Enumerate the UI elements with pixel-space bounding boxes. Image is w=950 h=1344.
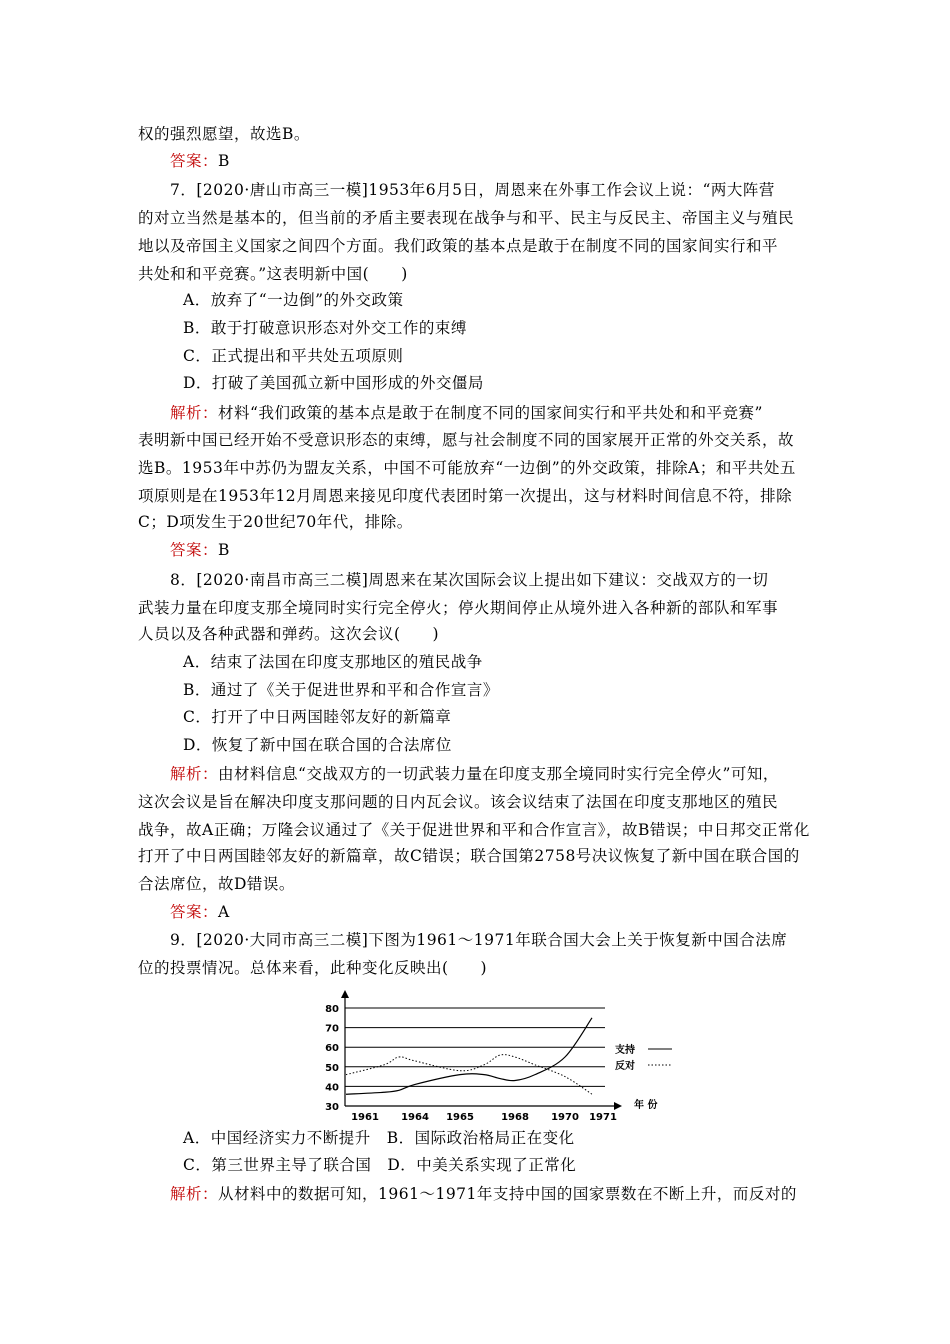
analysis-label: 解析： — [170, 1185, 219, 1203]
x-tick-label: 1971 — [589, 1112, 617, 1123]
q7-analysis-3: 选B。1953年中苏仍为盟友关系，中国不可能放弃“一边倒”的外交政策，排除A；和平共处五 — [138, 459, 796, 477]
x-tick-label: 1961 — [351, 1112, 379, 1123]
legend-label: 支持 — [615, 1045, 635, 1056]
analysis-label: 解析： — [170, 765, 219, 783]
q7-option-a[interactable]: A．放弃了“一边倒”的外交政策 — [183, 291, 404, 309]
q7-stem-3: 地以及帝国主义国家之间四个方面。我们政策的基本点是敢于在制度不同的国家间实行和平 — [138, 237, 779, 255]
analysis-text: 材料“我们政策的基本点是敢于在制度不同的国家间实行和平共处和和平竞赛” — [218, 404, 763, 422]
analysis-text: 由材料信息“交战双方的一切武装力量在印度支那全境同时实行完全停火”可知， — [218, 765, 779, 783]
q8-analysis-4: 打开了中日两国睦邻友好的新篇章，故C错误；联合国第2758号决议恢复了新中国在联合国的 — [138, 847, 800, 865]
y-tick-label: 70 — [325, 1023, 339, 1035]
y-tick-label: 50 — [325, 1062, 339, 1074]
q8-stem-2: 武装力量在印度支那全境同时实行完全停火；停火期间停止从境外进入各种新的部队和军事 — [138, 599, 779, 617]
q9-analysis-1 — [170, 1184, 850, 1204]
x-tick-label: 1964 — [401, 1112, 429, 1123]
y-axis-arrow — [341, 990, 349, 998]
answer-label: 答案： — [170, 903, 219, 921]
series-line-支持 — [346, 1018, 592, 1094]
q9-stem-1: 9．[2020·大同市高三二模]下图为1961～1971年联合国大会上关于恢复新中国合法席 — [170, 931, 788, 949]
q7-stem-1: 7．[2020·唐山市高三一模]1953年6月5日，周恩来在外事工作会议上说：“两大阵营 — [170, 181, 775, 199]
q7-option-d[interactable]: D．打破了美国孤立新中国形成的外交僵局 — [183, 374, 484, 392]
legend-label: 反对 — [615, 1061, 635, 1072]
x-tick-label: 1965 — [446, 1112, 474, 1123]
answer-value: B — [218, 152, 230, 170]
chart-grid — [345, 1008, 605, 1086]
q8-option-a[interactable]: A．结束了法国在印度支那地区的殖民战争 — [183, 653, 483, 671]
q8-stem-1: 8．[2020·南昌市高三二模]周恩来在某次国际会议上提出如下建议：交战双方的一切 — [170, 571, 769, 589]
answer-label: 答案： — [170, 541, 219, 559]
y-tick-label: 30 — [325, 1102, 339, 1113]
q9-options-row-2[interactable]: C．第三世界主导了联合国 D．中美关系实现了正常化 — [183, 1156, 577, 1174]
q8-analysis-2: 这次会议是旨在解决印度支那问题的日内瓦会议。该会议结束了法国在印度支那地区的殖民 — [138, 793, 779, 811]
answer-label: 答案： — [170, 152, 219, 170]
intro-line: 权的强烈愿望，故选B。 — [138, 125, 310, 143]
y-tick-label: 80 — [325, 1004, 339, 1015]
q7-stem-4: 共处和和平竞赛。”这表明新中国( ) — [138, 265, 408, 283]
q7-option-b[interactable]: B．敢于打破意识形态对外交工作的束缚 — [183, 319, 467, 337]
x-tick-label: 1970 — [551, 1112, 579, 1123]
analysis-label: 解析： — [170, 404, 219, 422]
x-axis-label: 年 份 — [634, 1100, 658, 1111]
q8-option-c[interactable]: C．打开了中日两国睦邻友好的新篇章 — [183, 708, 452, 726]
q8-option-d[interactable]: D．恢复了新中国在联合国的合法席位 — [183, 736, 452, 754]
q8-stem-3: 人员以及各种武器和弹药。这次会议( ) — [138, 625, 440, 643]
q7-analysis-2: 表明新中国已经开始不受意识形态的束缚，愿与社会制度不同的国家展开正常的外交关系，故 — [138, 431, 795, 449]
q7-analysis-5: C；D项发生于20世纪70年代，排除。 — [138, 513, 413, 531]
q8-analysis-3: 战争，故A正确；万隆会议通过了《关于促进世界和平和合作宣言》，故B错误；中日邦交正常化 — [138, 821, 810, 839]
y-tick-label: 40 — [325, 1082, 339, 1094]
q7-stem-2: 的对立当然是基本的，但当前的矛盾主要表现在战争与和平、民主与反民主、帝国主义与殖民 — [138, 209, 795, 227]
q8-analysis-5: 合法席位，故D错误。 — [138, 875, 295, 893]
q9-options-row-1[interactable]: A．中国经济实力不断提升 B．国际政治格局正在变化 — [183, 1129, 575, 1147]
q9-stem-2: 位的投票情况。总体来看，此种变化反映出( ) — [138, 959, 488, 977]
x-tick-label: 1968 — [501, 1112, 529, 1123]
analysis-text: 从材料中的数据可知，1961～1971年支持中国的国家票数在不断上升，而反对的 — [218, 1185, 797, 1203]
x-axis-arrow — [614, 1102, 622, 1110]
chart-series — [346, 1018, 592, 1094]
answer-value: B — [218, 541, 230, 559]
q7-analysis-4: 项原则是在1953年12月周恩来接见印度代表团时第一次提出，这与材料时间信息不符，排除 — [138, 487, 793, 505]
q7-option-c[interactable]: C．正式提出和平共处五项原则 — [183, 347, 404, 365]
q8-option-b[interactable]: B．通过了《关于促进世界和平和合作宣言》 — [183, 681, 499, 699]
y-tick-label: 60 — [325, 1043, 339, 1055]
answer-value: A — [218, 903, 230, 921]
